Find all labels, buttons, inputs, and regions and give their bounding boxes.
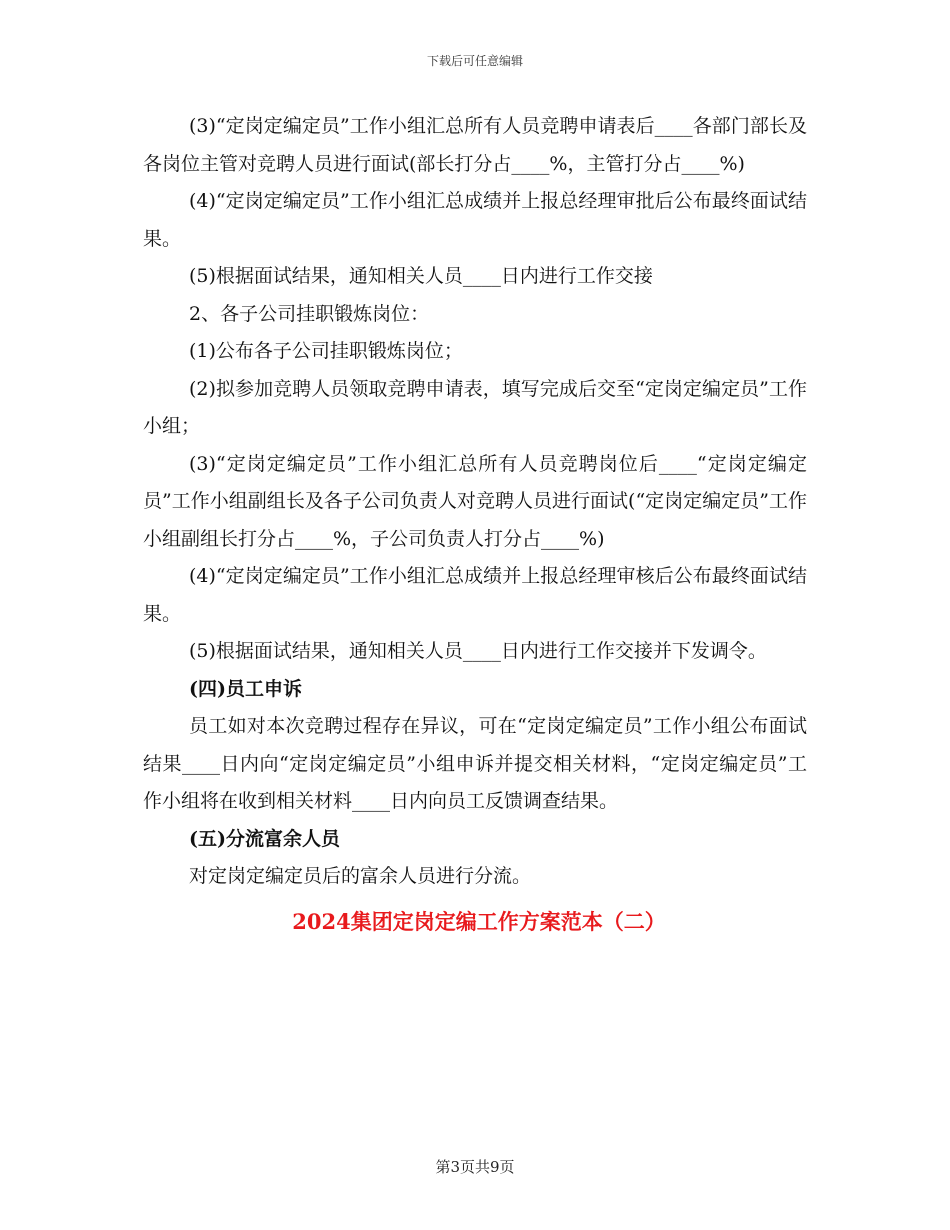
page-header: 下载后可任意编辑	[426, 54, 523, 68]
heading-surplus-staff: (五)分流富余人员	[189, 827, 340, 850]
paragraph-publish-positions: (1)公布各子公司挂职锻炼岗位；	[189, 340, 463, 362]
section-title: 2024集团定岗定编工作方案范本（二）	[292, 908, 666, 934]
paragraph-application-form: (2)拟参加竞聘人员领取竞聘申请表，填写完成后交至“定岗定编定员”工作小组；	[143, 377, 807, 437]
paragraph-subsidiary-heading: 2、各子公司挂职锻炼岗位：	[189, 302, 430, 325]
paragraph-handover-1: (5)根据面试结果，通知相关人员____日内进行工作交接	[189, 265, 653, 287]
document-body	[143, 108, 807, 942]
paragraph-surplus-staff: 对定岗定编定员后的富余人员进行分流。	[189, 865, 532, 887]
paragraph-report-results-1: (4)“定岗定编定员”工作小组汇总成绩并上报总经理审批后公布最终面试结果。	[143, 190, 807, 250]
paragraph-interview-department: (3)“定岗定编定员”工作小组汇总所有人员竞聘申请表后____各部门部长及各岗位主管对竞聘人员进行面试(部长打分占____%，主管打分占____%)	[143, 115, 807, 175]
page-footer: 第3页共9页	[435, 1158, 515, 1176]
paragraph-interview-subsidiary: (3)“定岗定编定员”工作小组汇总所有人员竞聘岗位后____“定岗定编定员”工作小组副组长及各子公司负责人对竞聘人员进行面试(“定岗定编定员”工作小组副组长打分占____%，子公司负责人打分占____%)	[143, 452, 807, 550]
paragraph-employee-appeal: 员工如对本次竞聘过程存在异议，可在“定岗定编定员”工作小组公布面试结果____日内向“定岗定编定员”小组申诉并提交相关材料，“定岗定编定员”工作小组将在收到相关材料____日内向员工反馈调查结果。	[143, 715, 807, 812]
paragraph-handover-2: (5)根据面试结果，通知相关人员____日内进行工作交接并下发调令。	[189, 640, 767, 662]
heading-employee-appeal: (四)员工申诉	[189, 677, 302, 700]
paragraph-report-results-2: (4)“定岗定编定员”工作小组汇总成绩并上报总经理审核后公布最终面试结果。	[143, 565, 807, 625]
